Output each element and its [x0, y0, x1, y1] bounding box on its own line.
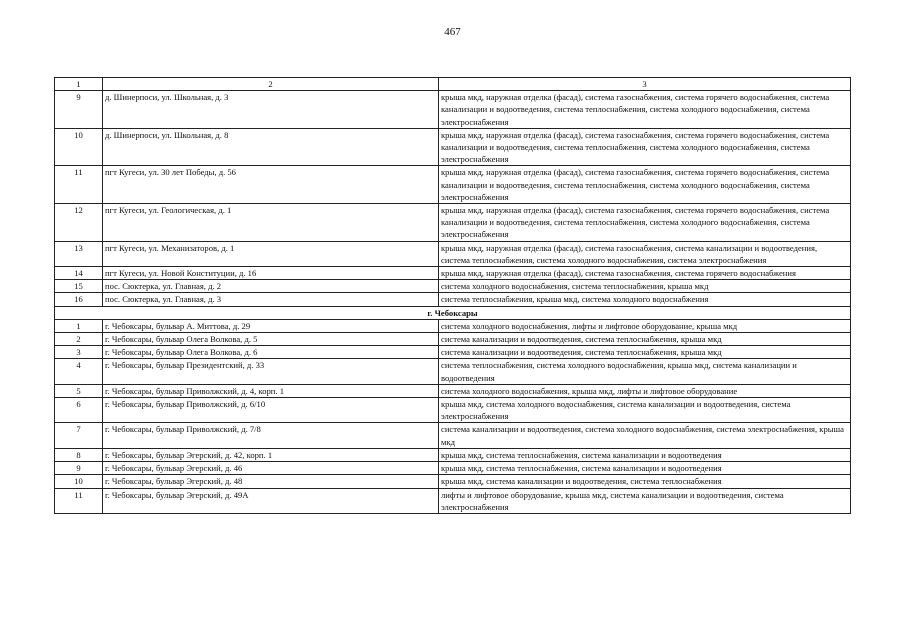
table-row	[55, 241, 851, 266]
table-row	[55, 448, 851, 461]
row-number: 8	[55, 448, 103, 461]
row-address: г. Чебоксары, бульвар Олега Волкова, д. 6	[103, 346, 439, 359]
row-number: 11	[55, 166, 103, 204]
row-number: 10	[55, 128, 103, 166]
row-address: г. Чебоксары, бульвар Приволжский, д. 4, корп. 1	[103, 384, 439, 397]
row-number: 12	[55, 204, 103, 242]
row-address: г. Чебоксары, бульвар А. Миттова, д. 29	[103, 319, 439, 332]
row-works: система теплоснабжения, система холодного водоснабжения, крыша мкд, система канализации и водоотведения	[439, 359, 851, 384]
table-row	[55, 293, 851, 306]
row-number: 6	[55, 398, 103, 423]
row-number: 4	[55, 359, 103, 384]
row-works: система канализации и водоотведения, система холодного водоснабжения, система электроснабжения, крыша мкд	[439, 423, 851, 448]
row-works: крыша мкд, наружная отделка (фасад), система газоснабжения, система горячего водоснабжения	[439, 267, 851, 280]
row-works: крыша мкд, система канализации и водоотведения, система теплоснабжения	[439, 475, 851, 488]
table-row	[55, 488, 851, 513]
row-works: система канализации и водоотведения, система теплоснабжения, крыша мкд	[439, 333, 851, 346]
table-row	[55, 423, 851, 448]
row-number: 15	[55, 280, 103, 293]
row-works: крыша мкд, наружная отделка (фасад), система газоснабжения, система горячего водоснабжения, система канализации и водоотведения, система теплоснабжения, система холодного водоснабжения, система электроснабжения	[439, 128, 851, 166]
row-works: система канализации и водоотведения, система теплоснабжения, крыша мкд	[439, 346, 851, 359]
row-works: крыша мкд, наружная отделка (фасад), система газоснабжения, система горячего водоснабжения, система канализации и водоотведения, система теплоснабжения, система холодного водоснабжения, система электроснабжения	[439, 204, 851, 242]
row-number: 13	[55, 241, 103, 266]
row-address: г. Чебоксары, бульвар Эгерский, д. 46	[103, 462, 439, 475]
row-works: система холодного водоснабжения, крыша мкд, лифты и лифтовое оборудование	[439, 384, 851, 397]
table-row	[55, 475, 851, 488]
row-number: 9	[55, 462, 103, 475]
column-number-row	[55, 78, 851, 91]
row-number: 3	[55, 346, 103, 359]
row-address: г. Чебоксары, бульвар Эгерский, д. 49А	[103, 488, 439, 513]
section-title: г. Чебоксары	[55, 306, 851, 319]
row-works: лифты и лифтовое оборудование, крыша мкд, система канализации и водоотведения, система электроснабжения	[439, 488, 851, 513]
row-address: пос. Сюктерка, ул. Главная, д. 2	[103, 280, 439, 293]
row-works: система холодного водоснабжения, лифты и лифтовое оборудование, крыша мкд	[439, 319, 851, 332]
column-header-3: 3	[439, 78, 851, 91]
table-row	[55, 267, 851, 280]
table-row	[55, 128, 851, 166]
row-address: д. Шинерпоси, ул. Школьная, д. 8	[103, 128, 439, 166]
row-works: крыша мкд, система теплоснабжения, система канализации и водоотведения	[439, 448, 851, 461]
repair-registry-table	[54, 77, 851, 514]
row-address: г. Чебоксары, бульвар Президентский, д. 33	[103, 359, 439, 384]
row-number: 5	[55, 384, 103, 397]
table-row	[55, 384, 851, 397]
row-number: 7	[55, 423, 103, 448]
row-number: 10	[55, 475, 103, 488]
row-address: пгт Кугеси, ул. Механизаторов, д. 1	[103, 241, 439, 266]
row-works: крыша мкд, наружная отделка (фасад), система газоснабжения, система горячего водоснабжения, система канализации и водоотведения, система теплоснабжения, система холодного водоснабжения, система электроснабжения	[439, 166, 851, 204]
row-address: г. Чебоксары, бульвар Приволжский, д. 7/8	[103, 423, 439, 448]
row-number: 1	[55, 319, 103, 332]
row-number: 2	[55, 333, 103, 346]
table-row	[55, 359, 851, 384]
row-number: 9	[55, 91, 103, 129]
table-row	[55, 166, 851, 204]
row-address: пгт Кугеси, ул. Геологическая, д. 1	[103, 204, 439, 242]
row-works: крыша мкд, наружная отделка (фасад), система газоснабжения, система горячего водоснабжения, система канализации и водоотведения, система теплоснабжения, система холодного водоснабжения, система электроснабжения	[439, 91, 851, 129]
table-row	[55, 91, 851, 129]
row-works: система холодного водоснабжения, система теплоснабжения, крыша мкд	[439, 280, 851, 293]
row-works: система теплоснабжения, крыша мкд, система холодного водоснабжения	[439, 293, 851, 306]
row-address: пгт Кугеси, ул. Новой Конституции, д. 16	[103, 267, 439, 280]
table-row	[55, 319, 851, 332]
table-row	[55, 333, 851, 346]
row-works: крыша мкд, наружная отделка (фасад), система газоснабжения, система канализации и водоотведения, система теплоснабжения, система холодного водоснабжения, система электроснабжения	[439, 241, 851, 266]
table-row	[55, 398, 851, 423]
row-address: пос. Сюктерка, ул. Главная, д. 3	[103, 293, 439, 306]
row-address: г. Чебоксары, бульвар Эгерский, д. 48	[103, 475, 439, 488]
row-works: крыша мкд, система теплоснабжения, система канализации и водоотведения	[439, 462, 851, 475]
table-row	[55, 280, 851, 293]
page-number: 467	[444, 26, 461, 38]
row-number: 16	[55, 293, 103, 306]
section-row	[55, 306, 851, 319]
row-number: 11	[55, 488, 103, 513]
row-works: крыша мкд, система холодного водоснабжения, система канализации и водоотведения, система электроснабжения	[439, 398, 851, 423]
row-address: г. Чебоксары, бульвар Приволжский, д. 6/10	[103, 398, 439, 423]
row-address: г. Чебоксары, бульвар Эгерский, д. 42, корп. 1	[103, 448, 439, 461]
row-address: д. Шинерпоси, ул. Школьная, д. 3	[103, 91, 439, 129]
column-header-1: 1	[55, 78, 103, 91]
row-address: пгт Кугеси, ул. 30 лет Победы, д. 56	[103, 166, 439, 204]
table-row	[55, 204, 851, 242]
column-header-2: 2	[103, 78, 439, 91]
row-address: г. Чебоксары, бульвар Олега Волкова, д. 5	[103, 333, 439, 346]
table-row	[55, 462, 851, 475]
row-number: 14	[55, 267, 103, 280]
table-row	[55, 346, 851, 359]
